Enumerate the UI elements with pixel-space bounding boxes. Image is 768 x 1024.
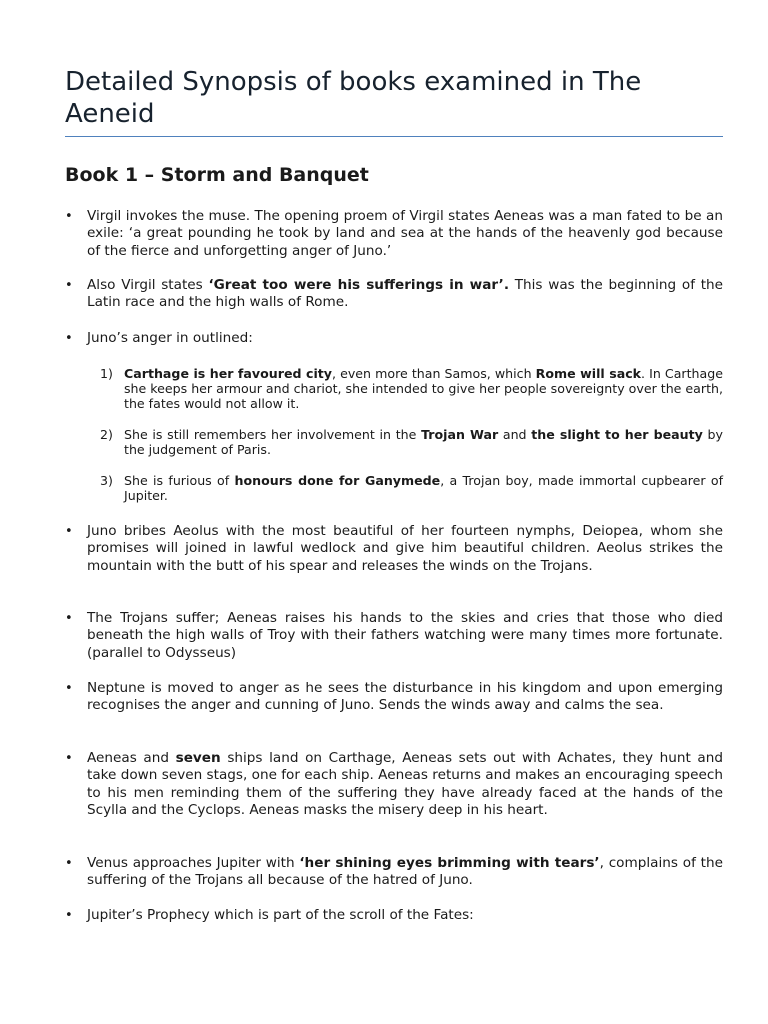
bold-text: Carthage is her favoured city <box>124 366 332 381</box>
page-title: Detailed Synopsis of books examined in The Aeneid <box>65 67 642 129</box>
numbered-item-2 <box>100 427 724 457</box>
bullet-icon: • <box>65 856 73 871</box>
bullet-paragraph-5 <box>65 610 723 662</box>
paragraph-text: This was the beginning of the Latin race and the high walls of Rome. <box>87 277 724 311</box>
bullet-paragraph-6 <box>65 680 723 715</box>
paragraph-text: Juno bribes Aeolus with the most beautiful of her fourteen nymphs, Deiopea, whom she promises will joined in lawful wedlock and give him beautiful children. Aeolus strikes the mountain with the butt of his spear and releases the winds on the Trojans. <box>87 523 723 574</box>
bullet-paragraph-2 <box>65 277 724 312</box>
bullet-paragraph-1 <box>65 208 723 260</box>
paragraph-text: The Trojans suffer; Aeneas raises his hands to the skies and cries that those who died beneath the high walls of Troy with their fathers watching were many times more fortunate. (parallel to Odysseus) <box>87 610 723 661</box>
bold-text: seven <box>175 750 221 766</box>
bullet-paragraph-7 <box>65 750 723 820</box>
item-text: , a Trojan boy, made immortal cupbearer of Jupiter. <box>124 473 724 503</box>
paragraph-text: , complains of the suffering of the Trojans all because of the hatred of Juno. <box>87 855 723 889</box>
bullet-icon: • <box>65 524 73 539</box>
item-text: . In Carthage she keeps her armour and chariot, she intended to give her people sovereignty over the earth, the fates would not allow it. <box>124 366 723 411</box>
paragraph-text: Venus approaches Jupiter with <box>87 855 300 871</box>
bullet-paragraph-9 <box>65 907 723 924</box>
book-heading: Book 1 – Storm and Banquet <box>65 164 369 186</box>
bullet-icon: • <box>65 681 73 696</box>
bullet-icon: • <box>65 751 73 766</box>
paragraph-text: Aeneas and <box>87 750 176 766</box>
bold-text: Trojan War <box>421 427 499 442</box>
paragraph-text: Also Virgil states <box>87 277 209 293</box>
item-text: and <box>498 427 532 442</box>
bold-quote: ‘Great too were his sufferings in war’. <box>208 277 510 293</box>
numbered-item-3 <box>100 473 724 503</box>
paragraph-text: Neptune is moved to anger as he sees the disturbance in his kingdom and upon emerging recognises the anger and cunning of Juno. Sends the winds away and calms the sea. <box>87 680 723 714</box>
paragraph-text: Juno’s anger in outlined: <box>87 330 253 346</box>
item-text: She is still remembers her involvement in the <box>124 427 422 442</box>
bullet-icon: • <box>65 209 73 224</box>
bullet-icon: • <box>65 331 73 346</box>
item-number: 3) <box>100 473 113 488</box>
bullet-icon: • <box>65 278 73 293</box>
paragraph-text: ships land on Carthage, Aeneas sets out with Achates, they hunt and take down seven stags, one for each ship. Aeneas returns and makes an encouraging speech to his men reminding them of the suffering they have already faced at the hands of the Scylla and the Cyclops. Aeneas masks the misery deep in his heart. <box>87 750 723 819</box>
bold-quote: ‘her shining eyes brimming with tears’ <box>299 855 600 871</box>
item-number: 2) <box>100 427 113 442</box>
bold-text: the slight to her beauty <box>531 427 703 442</box>
bullet-paragraph-8 <box>65 855 723 890</box>
bullet-icon: • <box>65 908 73 923</box>
bold-text: Rome will sack <box>535 366 642 381</box>
title-divider <box>65 136 723 137</box>
bullet-paragraph-4 <box>65 523 723 575</box>
paragraph-text: Jupiter’s Prophecy which is part of the scroll of the Fates: <box>87 907 474 923</box>
paragraph-text: Virgil invokes the muse. The opening proem of Virgil states Aeneas was a man fated to be an exile: ‘a great pounding he took by land and sea at the hands of the heavenly god because of the fierce and unforgetting anger of Juno.’ <box>87 208 723 259</box>
bold-text: honours done for Ganymede <box>234 473 441 488</box>
item-text: She is furious of <box>124 473 235 488</box>
bullet-paragraph-3 <box>65 330 723 347</box>
item-text: , even more than Samos, which <box>332 366 536 381</box>
numbered-item-1 <box>100 366 723 411</box>
item-number: 1) <box>100 366 113 381</box>
bullet-icon: • <box>65 611 73 626</box>
item-text: by the judgement of Paris. <box>124 427 724 457</box>
